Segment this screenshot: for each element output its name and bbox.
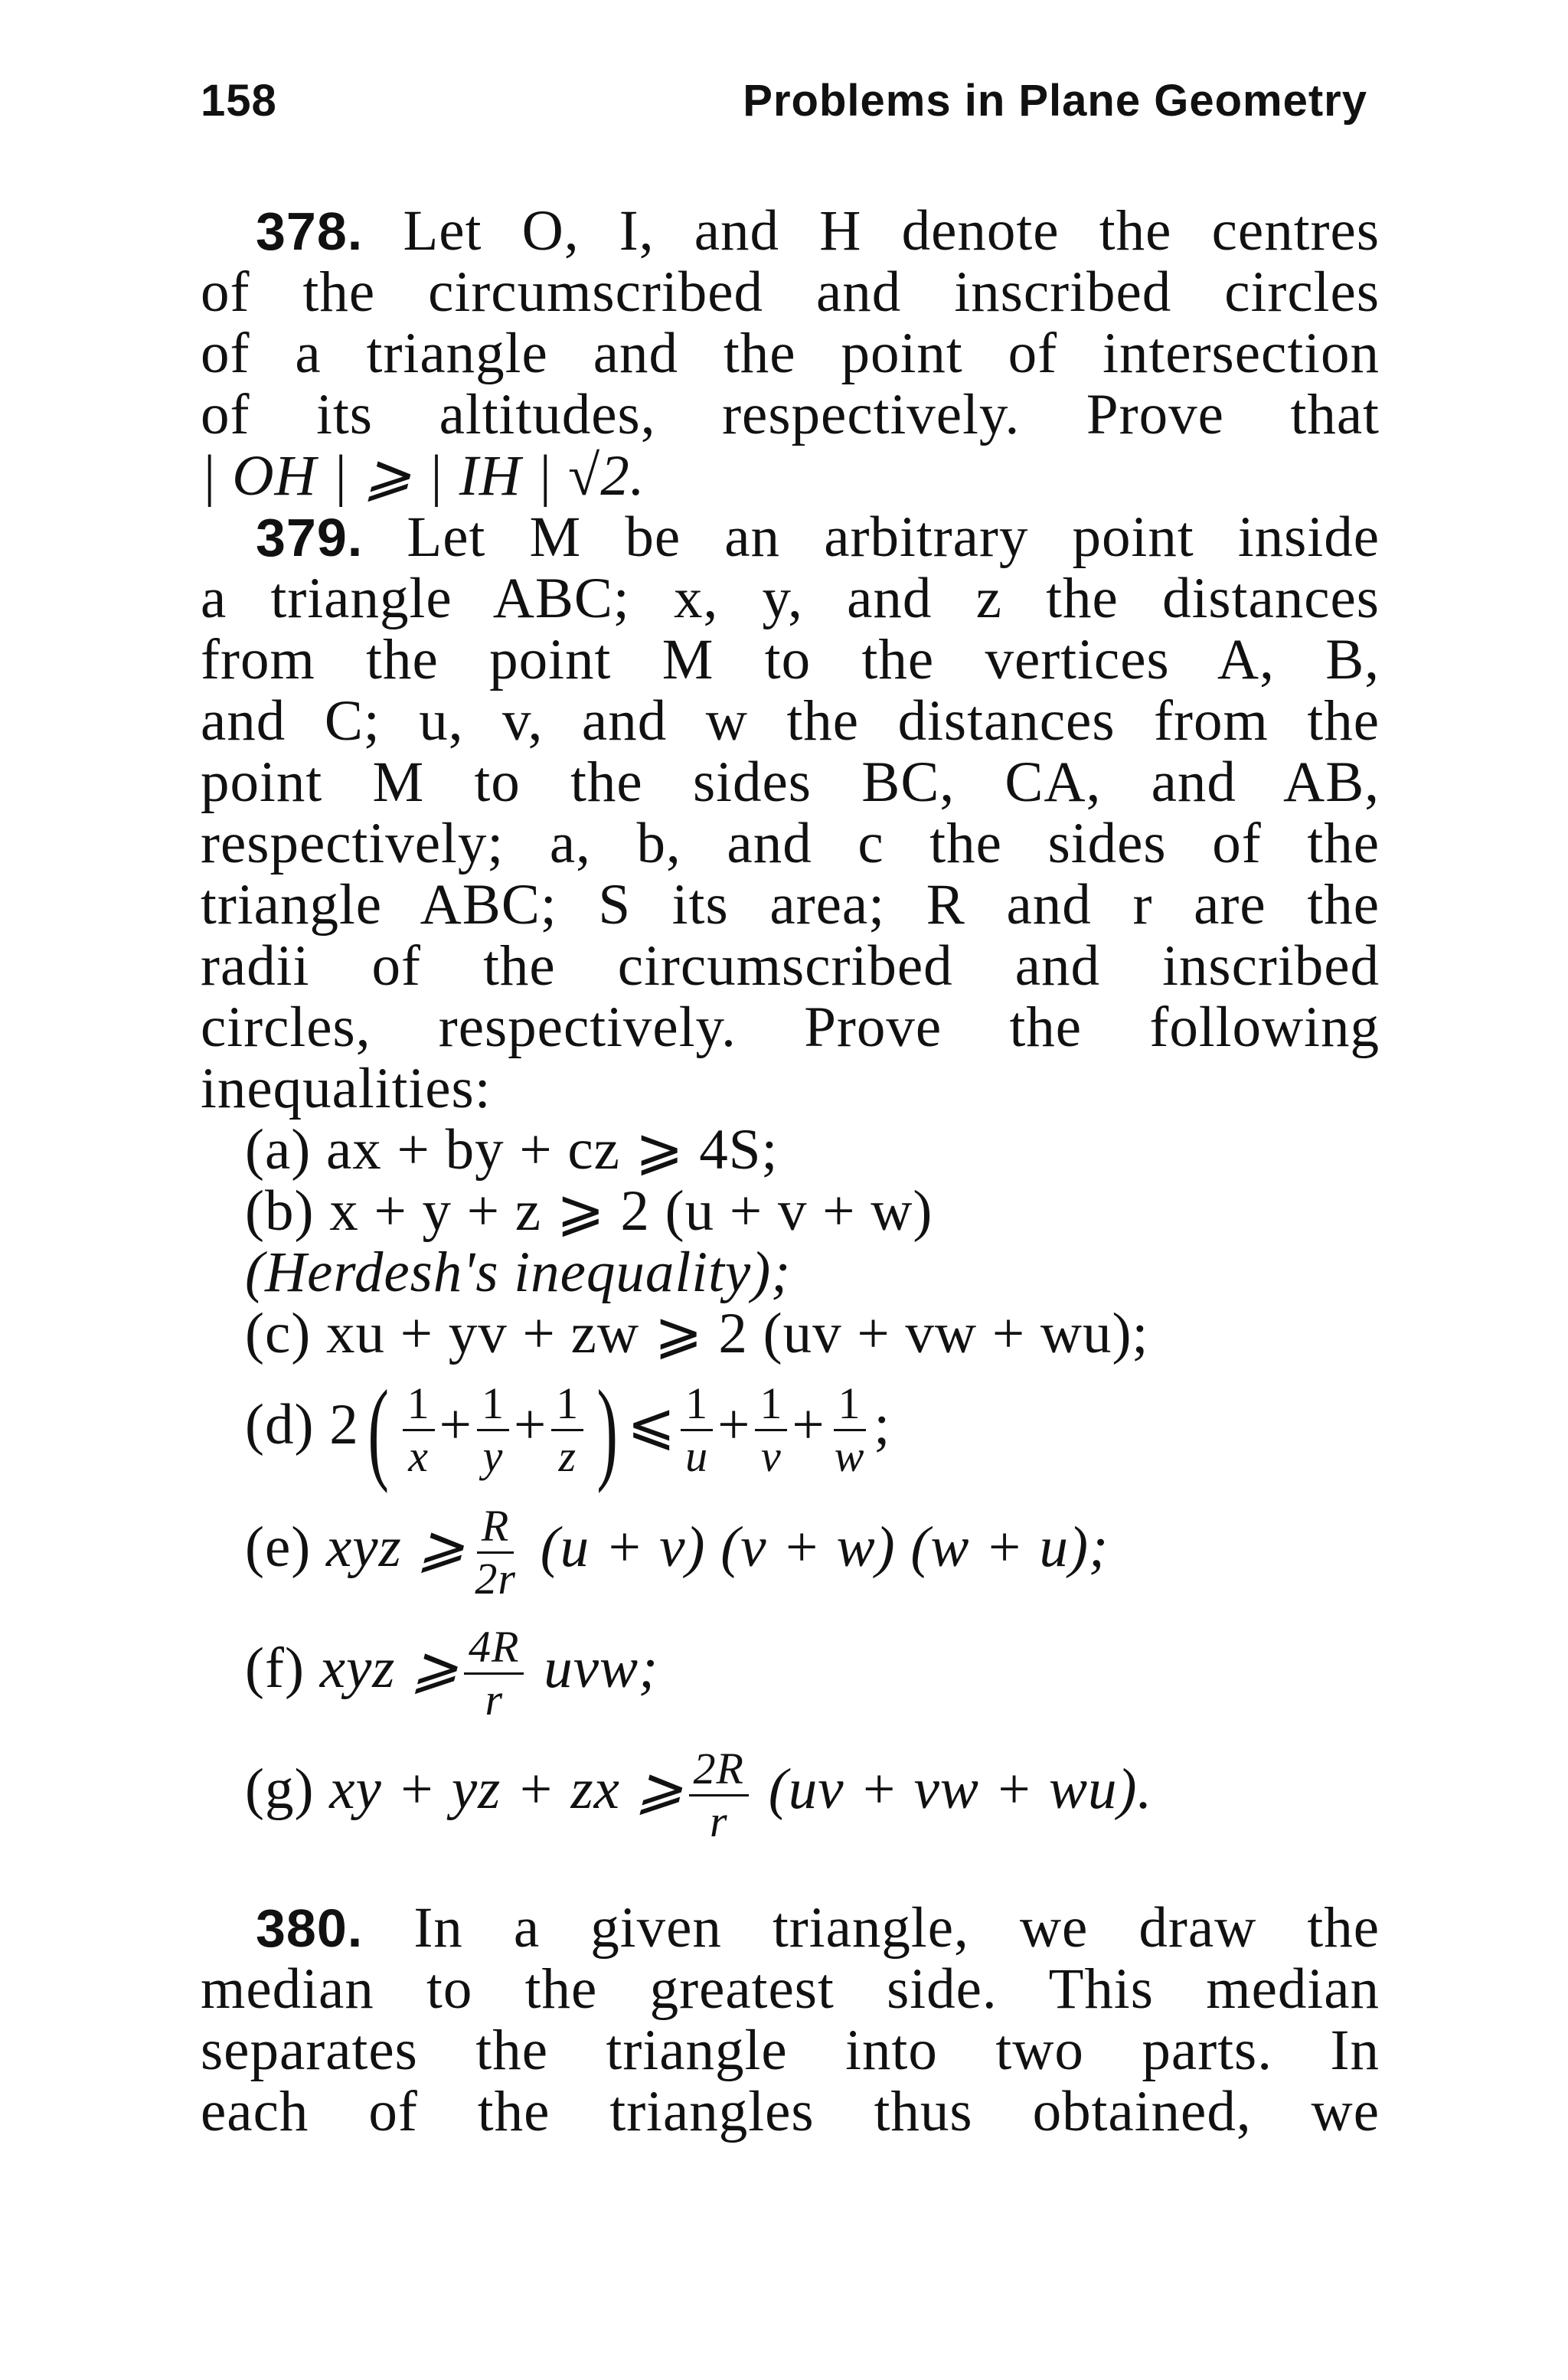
text-line: and C; u, v, and w the distances from the bbox=[201, 689, 1380, 753]
text-line: of the circumscribed and inscribed circles bbox=[201, 260, 1380, 324]
problem-number: 378. bbox=[256, 201, 364, 261]
fraction: $\frac{1}{z}$ bbox=[551, 1381, 583, 1479]
fraction: $\frac{2R}{r}$ bbox=[689, 1747, 749, 1844]
problem-number: 379. bbox=[256, 508, 364, 567]
text-line: 378. Let O, I, and H denote the centres bbox=[256, 199, 1380, 263]
inequality-list bbox=[201, 1120, 1380, 1844]
text-line: inequalities: bbox=[201, 1057, 492, 1120]
fraction: $\frac{1}{x}$ bbox=[403, 1381, 435, 1479]
inequality-f: (f) xyz ⩾ $\frac{4R}{r}$ uvw; bbox=[245, 1622, 659, 1725]
inequality-b-note: (Herdesh's inequality); bbox=[245, 1241, 792, 1304]
text-line: a triangle ABC; x, y, and z the distances bbox=[201, 567, 1380, 630]
inequality-c: (c) xu + yv + zw ⩾ 2 (uv + vw + wu); bbox=[245, 1302, 1149, 1365]
inequality-378: | OH | ⩾ | IH | √2. bbox=[201, 444, 645, 508]
inequality-e: (e) xyz ⩾ $\frac{R}{2r}$ (u + v) (v + w) (w + u); bbox=[245, 1501, 1109, 1604]
text-line: point M to the sides BC, CA, and AB, bbox=[201, 750, 1380, 814]
text-line: from the point M to the vertices A, B, bbox=[201, 628, 1380, 691]
text-line: separates the triangle into two parts. In bbox=[201, 2018, 1380, 2082]
text-line: each of the triangles thus obtained, we bbox=[201, 2079, 1380, 2143]
fraction: $\frac{1}{v}$ bbox=[755, 1381, 787, 1479]
text-line: 380. In a given triangle, we draw the bbox=[256, 1895, 1380, 1960]
text-line: median to the greatest side. This median bbox=[201, 1957, 1380, 2021]
page-body bbox=[201, 201, 1380, 2143]
page-number: 158 bbox=[201, 76, 277, 126]
problem-378 bbox=[201, 201, 1380, 507]
fraction: $\frac{1}{y}$ bbox=[477, 1381, 509, 1479]
fraction: $\frac{R}{2r}$ bbox=[475, 1501, 516, 1604]
text-line: radii of the circumscribed and inscribed bbox=[201, 934, 1380, 998]
problem-379 bbox=[201, 507, 1380, 1844]
page-header bbox=[201, 75, 1367, 126]
fraction: $\frac{1}{w}$ bbox=[834, 1378, 865, 1482]
text-line: triangle ABC; S its area; R and r are the bbox=[201, 873, 1380, 937]
text-line: 379. Let M be an arbitrary point inside bbox=[256, 505, 1380, 569]
fraction: $\frac{1}{u}$ bbox=[681, 1381, 713, 1479]
inequality-g: (g) xy + yz + zx ⩾ $\frac{2R}{r}$ (uv + vw + wu). bbox=[245, 1743, 1153, 1846]
fraction: $\frac{4R}{r}$ bbox=[464, 1625, 524, 1722]
running-title: Problems in Plane Geometry bbox=[743, 76, 1367, 126]
text-line: respectively; a, b, and c the sides of the bbox=[201, 812, 1380, 875]
text-line: circles, respectively. Prove the following bbox=[201, 995, 1380, 1059]
problem-number: 380. bbox=[256, 1898, 364, 1958]
text-line: of its altitudes, respectively. Prove that bbox=[201, 383, 1380, 446]
inequality-d: (d) 2( $\frac{1}{x}$ + $\frac{1}{y}$ + $\frac{1}{z}$ ) ⩽ $\frac{1}{u}$ + $\frac{1}{v}$ + $\frac{1}{w}$ ; bbox=[245, 1366, 891, 1494]
inequality-b: (b) x + y + z ⩾ 2 (u + v + w) bbox=[245, 1179, 933, 1243]
inequality-a: (a) ax + by + cz ⩾ 4S; bbox=[245, 1118, 779, 1182]
problem-380 bbox=[201, 1895, 1380, 2143]
text-line: of a triangle and the point of intersection bbox=[201, 322, 1380, 385]
